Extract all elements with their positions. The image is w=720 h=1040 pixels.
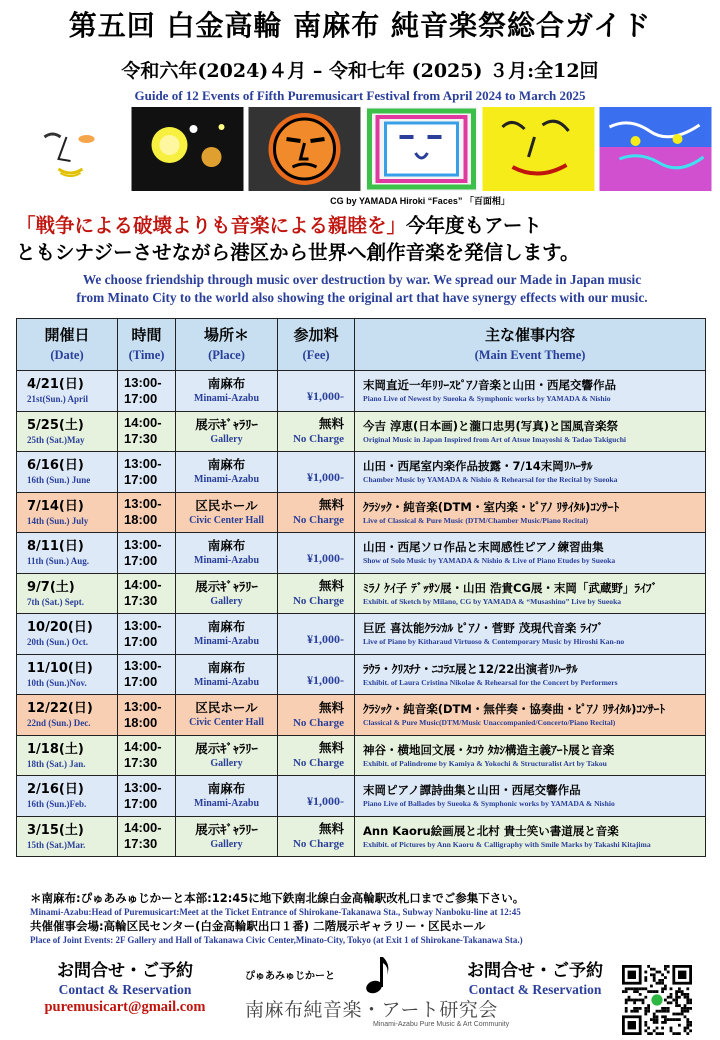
place-ja: 区民ホール <box>195 497 258 513</box>
cell-date <box>17 654 118 695</box>
theme-en: Chamber Music by YAMADA & Nishio & Rehearsal for the Recital by Sueoka <box>363 475 618 485</box>
theme-en: Classical & Pure Music(DTM/Music Unaccompanied/Concerto/Piano Recital) <box>363 718 616 728</box>
cell-date <box>17 492 118 533</box>
time-start: 14:00- <box>124 820 162 836</box>
fee-en: No Charge <box>292 716 344 729</box>
theme-ja: 巨匠 喜汰能ｸﾗｼｶﾙ ﾋﾟｱﾉ・菅野 茂現代音楽 ﾗｲﾌﾞ <box>363 621 604 636</box>
header-place: 場所＊ (Place) <box>176 319 278 371</box>
slogan-red: 「戦争による破壊よりも音楽による親睦を」 <box>16 214 407 237</box>
cell-fee <box>278 695 355 736</box>
place-ja: 南麻布 <box>207 619 246 635</box>
cell-place <box>176 411 278 452</box>
cell-place <box>176 776 278 817</box>
theme-en: Original Music in Japan Inspired from Art of Atsue Imayoshi & Tadao Takiguchi <box>363 434 627 444</box>
theme-en: Show of Solo Music by YAMADA & Nishio & Live of Piano Etudes by Sueoka <box>363 556 616 566</box>
cell-place <box>176 533 278 574</box>
time-end: 17:00 <box>124 795 158 811</box>
fee-en: No Charge <box>292 595 344 608</box>
table-row <box>17 776 706 817</box>
theme-ja: 神谷・横地回文展・ﾀｺｳ ﾀｶｼ構造主義ｱｰﾄ展と音楽 <box>363 742 615 757</box>
time-end: 17:30 <box>124 593 158 609</box>
org-name: 南麻布純音楽・アート研究会 <box>245 999 498 1021</box>
cell-theme <box>355 411 706 452</box>
fee-price: ¥1,000- <box>307 632 344 647</box>
date-ja: 8/11(日) <box>27 539 84 555</box>
fee-ja: 無料 <box>318 740 344 756</box>
cell-date <box>17 411 118 452</box>
schedule-table <box>16 318 706 857</box>
date-en: 16th (Sun.) June <box>27 475 91 486</box>
artwork-caption <box>0 194 720 207</box>
slogan-line2: ともシナジーさせながら港区から世界へ創作音楽を発信します。 <box>16 241 580 264</box>
date-en: 11th (Sun.) Aug. <box>27 556 90 567</box>
fee-ja: 無料 <box>318 821 344 837</box>
table-row <box>17 735 706 776</box>
fee-price: ¥1,000- <box>307 794 344 809</box>
place-en: Minami-Azabu <box>194 676 259 688</box>
time-end: 17:30 <box>124 836 158 852</box>
fee-ja: 無料 <box>318 416 344 432</box>
fee-en: No Charge <box>292 433 344 446</box>
theme-ja: 末岡ピアノ譚詩曲集と山田・西尾交響作品 <box>363 783 581 798</box>
slogan-en-line1: We choose friendship through music over destruction by war. We spread our Made in Japan music <box>82 272 642 287</box>
contact-left <box>20 960 230 1016</box>
date-en: 18th (Sat.) Jan. <box>27 758 86 769</box>
place-ja: 展示ｷﾞｬﾗﾘｰ <box>195 416 258 432</box>
cell-date <box>17 695 118 736</box>
place-en: Gallery <box>210 757 243 769</box>
place-en: Minami-Azabu <box>194 393 259 405</box>
date-ja: 7/14(日) <box>27 498 84 514</box>
place-en: Minami-Azabu <box>194 798 259 810</box>
contact-right <box>455 960 615 998</box>
header-fee: 参加料 (Fee) <box>278 319 355 371</box>
theme-ja: 末岡直近一年ﾘﾘｰｽﾋﾟｱﾉ音楽と山田・西尾交響作品 <box>363 378 616 393</box>
time-start: 14:00- <box>124 415 162 431</box>
cell-place <box>176 695 278 736</box>
fee-price: ¥1,000- <box>307 470 344 485</box>
note-meeting-en: Minami-Azabu:Head of Puremusicart:Meet at the Ticket Entrance of Shirokane-Takanawa Sta., Subway Nanboku-line at 12:45 <box>30 907 521 917</box>
theme-en: Exhibit. of Palindrome by Kamiya & Yokochi & Structuralist Art by Takou <box>363 758 607 768</box>
cell-theme <box>355 816 706 857</box>
time-end: 18:00 <box>124 714 158 730</box>
time-end: 18:00 <box>124 512 158 528</box>
cell-time <box>118 492 176 533</box>
artwork-face-5 <box>481 107 596 191</box>
cell-time <box>118 452 176 493</box>
cell-place <box>176 452 278 493</box>
cell-fee <box>278 654 355 695</box>
place-ja: 展示ｷﾞｬﾗﾘｰ <box>195 578 258 594</box>
date-en: 7th (Sat.) Sept. <box>27 596 85 607</box>
time-start: 13:00- <box>124 496 162 512</box>
table-header-row <box>17 319 706 371</box>
music-note-icon <box>365 955 391 995</box>
theme-en: Live of Piano by Kitharaud Virtuoso & Contemporary Music by Hiroshi Kan-no <box>363 637 625 647</box>
place-en: Gallery <box>210 838 243 850</box>
date-en: 22nd (Sun.) Dec. <box>27 718 91 729</box>
cell-date <box>17 371 118 412</box>
cell-fee <box>278 816 355 857</box>
theme-ja: ﾗｳﾗ・ｸﾘｽﾁﾅ・ﾆｺﾗｴ展と12/22出演者ﾘﾊｰｻﾙ <box>363 661 578 676</box>
time-start: 13:00- <box>124 374 162 390</box>
cell-time <box>118 735 176 776</box>
place-en: Gallery <box>210 433 243 445</box>
place-en: Minami-Azabu <box>194 474 259 486</box>
place-ja: 南麻布 <box>207 457 246 473</box>
table-row <box>17 452 706 493</box>
date-en: 15th (Sat.)Mar. <box>27 839 86 850</box>
time-start: 14:00- <box>124 577 162 593</box>
date-ja: 6/16(日) <box>27 458 84 474</box>
time-start: 13:00- <box>124 536 162 552</box>
cell-time <box>118 573 176 614</box>
time-end: 17:00 <box>124 674 158 690</box>
theme-ja: 今吉 淳恵(日本画)と瀧口忠男(写真)と国風音楽祭 <box>363 418 619 433</box>
slogan-line1-rest: 今年度もアート <box>406 214 542 237</box>
date-ja: 4/21(日) <box>27 377 84 393</box>
time-start: 13:00- <box>124 455 162 471</box>
cell-time <box>118 533 176 574</box>
cell-date <box>17 735 118 776</box>
cell-place <box>176 654 278 695</box>
date-ja: 3/15(土) <box>27 822 84 838</box>
cell-place <box>176 573 278 614</box>
time-end: 17:30 <box>124 431 158 447</box>
artwork-face-6 <box>598 107 713 191</box>
contact-left-ja: お問合せ・ご予約 <box>57 961 193 981</box>
note-venue-ja: 共催催事会場:高輪区民センター(白金高輪駅出口１番) 二階展示ギャラリー・区民ホール <box>30 919 486 933</box>
cell-date <box>17 452 118 493</box>
cell-time <box>118 776 176 817</box>
cell-fee <box>278 452 355 493</box>
time-end: 17:30 <box>124 755 158 771</box>
cell-time <box>118 695 176 736</box>
time-start: 13:00- <box>124 617 162 633</box>
time-end: 17:00 <box>124 633 158 649</box>
theme-en: Exhibit. of Pictures by Ann Kaoru & Calligraphy with Smile Marks by Takashi Kitajima <box>363 839 651 849</box>
time-start: 13:00- <box>124 658 162 674</box>
qr-code-icon[interactable] <box>622 965 692 1035</box>
table-row <box>17 654 706 695</box>
date-en: 16th (Sun.)Feb. <box>27 799 87 810</box>
artwork-face-1 <box>13 107 128 191</box>
table-row <box>17 371 706 412</box>
contact-email-link[interactable]: puremusicart@gmail.com <box>44 999 206 1015</box>
notes <box>30 891 710 947</box>
cell-place <box>176 735 278 776</box>
cell-theme <box>355 654 706 695</box>
theme-en: Exhibit. of Laura Cristina Nikolae & Rehearsal for the Concert by Performers <box>363 677 618 687</box>
date-en: 14th (Sun.) July <box>27 515 89 526</box>
cell-time <box>118 614 176 655</box>
period-subtitle-en: Guide of 12 Events of Fifth Puremusicart Festival from April 2024 to March 2025 <box>134 88 586 103</box>
place-en: Civic Center Hall <box>189 717 264 729</box>
cell-fee <box>278 492 355 533</box>
cell-date <box>17 776 118 817</box>
cell-theme <box>355 533 706 574</box>
time-start: 13:00- <box>124 779 162 795</box>
contact-right-en: Contact & Reservation <box>468 982 602 997</box>
theme-en: Live of Classical & Pure Music (DTM/Chamber Music/Piano Recital) <box>363 515 588 525</box>
cell-time <box>118 371 176 412</box>
artwork-caption-ja: 「百面相」 <box>464 196 510 206</box>
fee-price: ¥1,000- <box>307 672 344 687</box>
theme-ja: 山田・西尾室内楽作品披露・7/14末岡ﾘﾊｰｻﾙ <box>363 459 593 474</box>
theme-ja: ﾐﾗﾉ ｹｲ子 ﾃﾞｯｻﾝ展・山田 浩貴CG展・末岡「武蔵野」ﾗｲﾌﾞ <box>363 580 658 595</box>
cell-fee <box>278 776 355 817</box>
cell-theme <box>355 695 706 736</box>
time-start: 13:00- <box>124 698 162 714</box>
artwork-caption-en: CG by YAMADA Hiroki “Faces” <box>330 196 463 206</box>
date-ja: 12/22(日) <box>27 701 93 717</box>
place-en: Civic Center Hall <box>189 514 264 526</box>
slogan-ja <box>16 212 716 266</box>
cell-place <box>176 492 278 533</box>
place-ja: 南麻布 <box>207 781 246 797</box>
fee-price: ¥1,000- <box>307 389 344 404</box>
place-ja: 南麻布 <box>207 538 246 554</box>
theme-ja: Ann Kaoru絵画展と北村 貴士笑い書道展と音楽 <box>363 823 619 838</box>
cell-place <box>176 614 278 655</box>
fee-en: No Charge <box>292 514 344 527</box>
place-ja: 区民ホール <box>195 700 258 716</box>
place-en: Gallery <box>210 595 243 607</box>
header-date: 開催日 (Date) <box>17 319 118 371</box>
cell-theme <box>355 735 706 776</box>
place-ja: 南麻布 <box>207 659 246 675</box>
date-ja: 5/25(土) <box>27 417 84 433</box>
cell-place <box>176 816 278 857</box>
table-row <box>17 614 706 655</box>
fee-ja: 無料 <box>318 699 344 715</box>
cell-fee <box>278 573 355 614</box>
header-theme: 主な催事内容 (Main Event Theme) <box>355 319 706 371</box>
date-ja: 9/7(土) <box>27 579 75 595</box>
cell-theme <box>355 614 706 655</box>
cell-date <box>17 573 118 614</box>
table-row <box>17 533 706 574</box>
cell-time <box>118 654 176 695</box>
date-en: 10th (Sun.)Nov. <box>27 677 87 688</box>
artwork-face-2 <box>130 107 245 191</box>
artwork-strip <box>13 107 713 191</box>
theme-en: Exhibit. of Sketch by Milano, CG by YAMADA & “Musashino” Live by Sueoka <box>363 596 622 606</box>
table-row <box>17 695 706 736</box>
date-ja: 11/10(日) <box>27 660 93 676</box>
header-time: 時間 (Time) <box>118 319 176 371</box>
cell-date <box>17 614 118 655</box>
table-row <box>17 492 706 533</box>
fee-price: ¥1,000- <box>307 551 344 566</box>
table-row <box>17 816 706 857</box>
theme-ja: ｸﾗｼｯｸ・純音楽(DTM・室内楽・ﾋﾟｱﾉ ﾘｻｲﾀﾙ)ｺﾝｻｰﾄ <box>363 499 620 514</box>
contact-left-en: Contact & Reservation <box>58 982 192 997</box>
artwork-face-3 <box>247 107 362 191</box>
fee-ja: 無料 <box>318 578 344 594</box>
date-en: 21st(Sun.) April <box>27 394 89 405</box>
slogan-en-line2: from Minato City to the world also showing the original art that have synergy effects with our music. <box>76 290 648 305</box>
date-en: 20th (Sun.) Oct. <box>27 637 89 648</box>
cell-theme <box>355 452 706 493</box>
place-ja: 展示ｷﾞｬﾗﾘｰ <box>195 821 258 837</box>
fee-en: No Charge <box>292 838 344 851</box>
cell-date <box>17 816 118 857</box>
theme-en: Piano Live of Newest by Sueoka & Symphonic works by YAMADA & Nishio <box>363 394 611 404</box>
cell-fee <box>278 411 355 452</box>
cell-place <box>176 371 278 412</box>
theme-en: Piano Live of Ballades by Sueoka & Symphonic works by YAMADA & Nishio <box>363 799 615 809</box>
date-ja: 10/20(日) <box>27 620 93 636</box>
table-row <box>17 411 706 452</box>
schedule-body <box>17 371 706 857</box>
fee-en: No Charge <box>292 757 344 770</box>
theme-ja: 山田・西尾ソロ作品と末岡感性ピアノ練習曲集 <box>363 540 604 555</box>
date-ja: 2/16(日) <box>27 782 84 798</box>
time-end: 17:00 <box>124 552 158 568</box>
page-title: 第五回 白金高輪 南麻布 純音楽祭総合ガイド <box>68 9 652 42</box>
theme-ja: ｸﾗｼｯｸ・純音楽(DTM・無伴奏・協奏曲・ﾋﾟｱﾉ ﾘｻｲﾀﾙ)ｺﾝｻｰﾄ <box>363 702 666 717</box>
place-en: Minami-Azabu <box>194 555 259 567</box>
cell-fee <box>278 735 355 776</box>
cell-fee <box>278 371 355 412</box>
place-ja: 展示ｷﾞｬﾗﾘｰ <box>195 740 258 756</box>
note-venue-en: Place of Joint Events: 2F Gallery and Hall of Takanawa Civic Center,Minato-City, Tokyo (at Exit 1 of Shirokane-Takanawa Sta.) <box>30 935 523 945</box>
cell-fee <box>278 533 355 574</box>
date-en: 25th (Sat.)May <box>27 434 85 445</box>
note-meeting-ja: ＊南麻布:ぴゅあみゅじかーと本部:12:45に地下鉄南北線白金高輪駅改札口までご参集下さい。 <box>30 891 525 905</box>
cell-theme <box>355 573 706 614</box>
slogan-en <box>12 271 712 307</box>
place-en: Minami-Azabu <box>194 636 259 648</box>
cell-theme <box>355 492 706 533</box>
contact-right-ja: お問合せ・ご予約 <box>467 961 603 981</box>
cell-fee <box>278 614 355 655</box>
table-row <box>17 573 706 614</box>
time-start: 14:00- <box>124 739 162 755</box>
time-end: 17:00 <box>124 390 158 406</box>
cell-time <box>118 411 176 452</box>
time-end: 17:00 <box>124 471 158 487</box>
cell-theme <box>355 371 706 412</box>
fee-ja: 無料 <box>318 497 344 513</box>
artwork-face-4 <box>364 107 479 191</box>
org-name-en: Minami-Azabu Pure Music & Art Community <box>373 1021 510 1028</box>
cell-theme <box>355 776 706 817</box>
cell-date <box>17 533 118 574</box>
period-subtitle: 令和六年(2024)４月 – 令和七年 (2025) ３月:全12回 <box>121 60 599 82</box>
org-kana: ぴゅあみゅじかーと <box>245 971 335 982</box>
place-ja: 南麻布 <box>207 376 246 392</box>
cell-time <box>118 816 176 857</box>
date-ja: 1/18(土) <box>27 741 84 757</box>
